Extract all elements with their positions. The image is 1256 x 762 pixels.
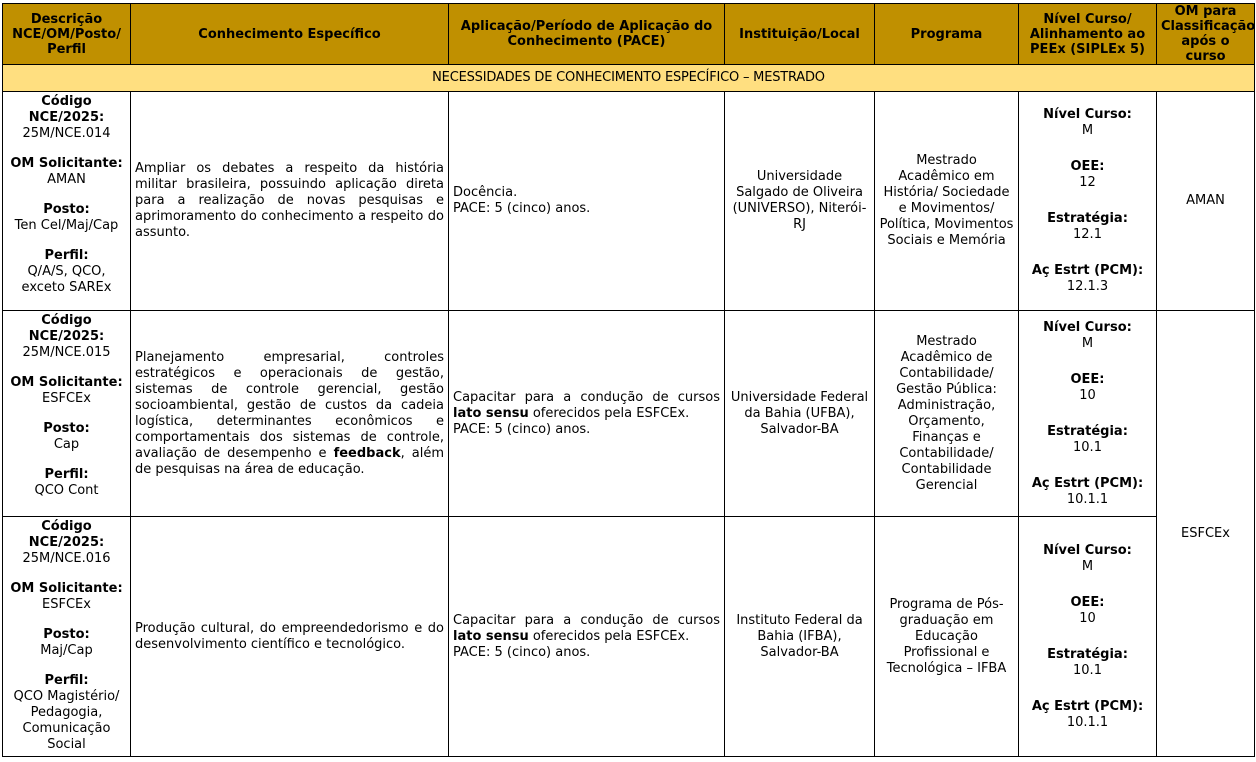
codigo-value: 25M/NCE.015 — [22, 345, 111, 360]
header-descricao: Descrição NCE/OM/Posto/ Perfil — [3, 4, 131, 65]
pace-text: Docência. — [453, 185, 518, 200]
pace-cell — [449, 92, 725, 311]
mestrado-table — [2, 3, 1255, 757]
estrategia-value: 12.1 — [1073, 227, 1102, 242]
pace-cell — [449, 311, 725, 517]
codigo-label: Código NCE/2025: — [28, 94, 105, 125]
pace-period: PACE: 5 (cinco) anos. — [453, 201, 591, 216]
oee-label: OEE: — [1070, 159, 1105, 174]
om-label: OM Solicitante: — [10, 156, 123, 171]
conhecimento-text: Planejamento empresarial, controles estratégicos e operacionais de gestão, sistemas de controle gerencial, gestão socioambiental, gestão de custos da cadeia logística, determinantes econômicos e comportamentais dos sistemas de controle, avaliação de desempenho e — [135, 349, 444, 461]
section-title: NECESSIDADES DE CONHECIMENTO ESPECÍFICO – MESTRADO — [3, 65, 1255, 92]
perfil-label: Perfil: — [44, 248, 89, 263]
om-value: AMAN — [47, 172, 86, 187]
table-row — [3, 311, 1255, 517]
pace-text: Capacitar para a condução de cursos — [453, 389, 720, 405]
pace-cell — [449, 517, 725, 757]
instituicao-cell: Instituto Federal da Bahia (IFBA), Salvador-BA — [725, 517, 875, 757]
header-programa: Programa — [875, 4, 1019, 65]
header-nivel: Nível Curso/ Alinhamento ao PEEx (SIPLEx 5) — [1019, 4, 1157, 65]
nivel-cell — [1019, 311, 1157, 517]
conhecimento-bold: feedback — [333, 445, 401, 461]
header-instituicao: Instituição/Local — [725, 4, 875, 65]
oee-value: 10 — [1079, 387, 1096, 403]
pace-bold: lato sensu — [453, 405, 529, 421]
header-om-classificacao: OM para Classificação após o curso — [1157, 4, 1255, 65]
posto-value: Maj/Cap — [40, 643, 93, 658]
descricao-cell — [3, 92, 131, 311]
instituicao-cell: Universidade Salgado de Oliveira (UNIVERSO), Niterói-RJ — [725, 92, 875, 311]
pace-bold: lato sensu — [453, 628, 529, 644]
instituicao-cell: Universidade Federal da Bahia (UFBA), Salvador-BA — [725, 311, 875, 517]
perfil-value: QCO Cont — [34, 483, 99, 498]
acao-value: 10.1.1 — [1066, 491, 1109, 507]
posto-label: Posto: — [43, 421, 90, 436]
conhecimento-text-end: , além de pesquisas na área de educação. — [135, 445, 444, 477]
acao-label: Aç Estrt (PCM): — [1031, 698, 1144, 714]
om-value: ESFCEx — [42, 391, 91, 406]
perfil-label: Perfil: — [44, 673, 89, 688]
programa-cell: Programa de Pós-graduação em Educação Profissional e Tecnológica – IFBA — [875, 517, 1019, 757]
descricao-cell — [3, 311, 131, 517]
oee-label: OEE: — [1070, 594, 1105, 610]
nivel-label: Nível Curso: — [1043, 542, 1132, 558]
pace-text-end: oferecidos pela ESFCEx. — [528, 405, 690, 421]
perfil-value: QCO Magistério/ Pedagogia, Comunicação Social — [13, 689, 120, 752]
om-label: OM Solicitante: — [10, 581, 123, 596]
header-pace: Aplicação/Período de Aplicação do Conhecimento (PACE) — [449, 4, 725, 65]
descricao-cell — [3, 517, 131, 757]
acao-value: 10.1.1 — [1066, 714, 1109, 730]
estrategia-label: Estratégia: — [1047, 646, 1128, 662]
nivel-label: Nível Curso: — [1043, 319, 1132, 335]
conhecimento-cell: Produção cultural, do empreendedorismo e do desenvolvimento científico e tecnológico. — [131, 517, 449, 757]
codigo-value: 25M/NCE.014 — [22, 126, 111, 141]
om-value: ESFCEx — [42, 597, 91, 612]
header-conhecimento: Conhecimento Específico — [131, 4, 449, 65]
estrategia-value: 10.1 — [1073, 662, 1102, 678]
posto-value: Cap — [53, 437, 80, 452]
conhecimento-cell — [131, 311, 449, 517]
table-row — [3, 517, 1255, 757]
acao-label: Aç Estrt (PCM): — [1031, 475, 1144, 491]
posto-label: Posto: — [43, 627, 90, 642]
estrategia-value: 10.1 — [1073, 439, 1102, 455]
conhecimento-cell: Ampliar os debates a respeito da história militar brasileira, possuindo aplicação direta para a realização de novas pesquisas e aprimoramento do conhecimento a respeito do assunto. — [131, 92, 449, 311]
perfil-value: Q/A/S, QCO, exceto SAREx — [21, 264, 112, 295]
om-classificacao-cell: AMAN — [1157, 92, 1255, 311]
codigo-value: 25M/NCE.016 — [22, 551, 111, 566]
nivel-label: Nível Curso: — [1043, 107, 1132, 122]
pace-period: PACE: 5 (cinco) anos. — [453, 421, 591, 437]
perfil-label: Perfil: — [44, 467, 89, 482]
acao-value: 12.1.3 — [1066, 279, 1109, 294]
programa-cell: Mestrado Acadêmico em História/ Sociedade e Movimentos/ Política, Movimentos Sociais e Memória — [875, 92, 1019, 311]
nivel-value: M — [1081, 335, 1094, 351]
acao-label: Aç Estrt (PCM): — [1031, 263, 1144, 278]
om-label: OM Solicitante: — [10, 375, 123, 390]
om-classificacao-cell: ESFCEx — [1157, 311, 1255, 757]
oee-label: OEE: — [1070, 371, 1105, 387]
posto-label: Posto: — [43, 202, 90, 217]
nivel-cell — [1019, 517, 1157, 757]
programa-cell: Mestrado Acadêmico de Contabilidade/ Gestão Pública: Administração, Orçamento, Finanças e Contabilidade/ Contabilidade Gerencial — [875, 311, 1019, 517]
pace-period: PACE: 5 (cinco) anos. — [453, 644, 591, 660]
nivel-value: M — [1081, 123, 1094, 138]
header-row — [3, 4, 1255, 65]
codigo-label: Código NCE/2025: — [28, 519, 105, 550]
estrategia-label: Estratégia: — [1047, 211, 1128, 226]
nivel-value: M — [1081, 558, 1094, 574]
pace-text: Capacitar para a condução de cursos — [453, 612, 720, 628]
estrategia-label: Estratégia: — [1047, 423, 1128, 439]
oee-value: 12 — [1079, 175, 1096, 190]
oee-value: 10 — [1079, 610, 1096, 626]
posto-value: Ten Cel/Maj/Cap — [14, 218, 119, 233]
section-row — [3, 65, 1255, 92]
table-row — [3, 92, 1255, 311]
codigo-label: Código NCE/2025: — [28, 313, 105, 344]
nivel-cell — [1019, 92, 1157, 311]
pace-text-end: oferecidos pela ESFCEx. — [528, 628, 690, 644]
